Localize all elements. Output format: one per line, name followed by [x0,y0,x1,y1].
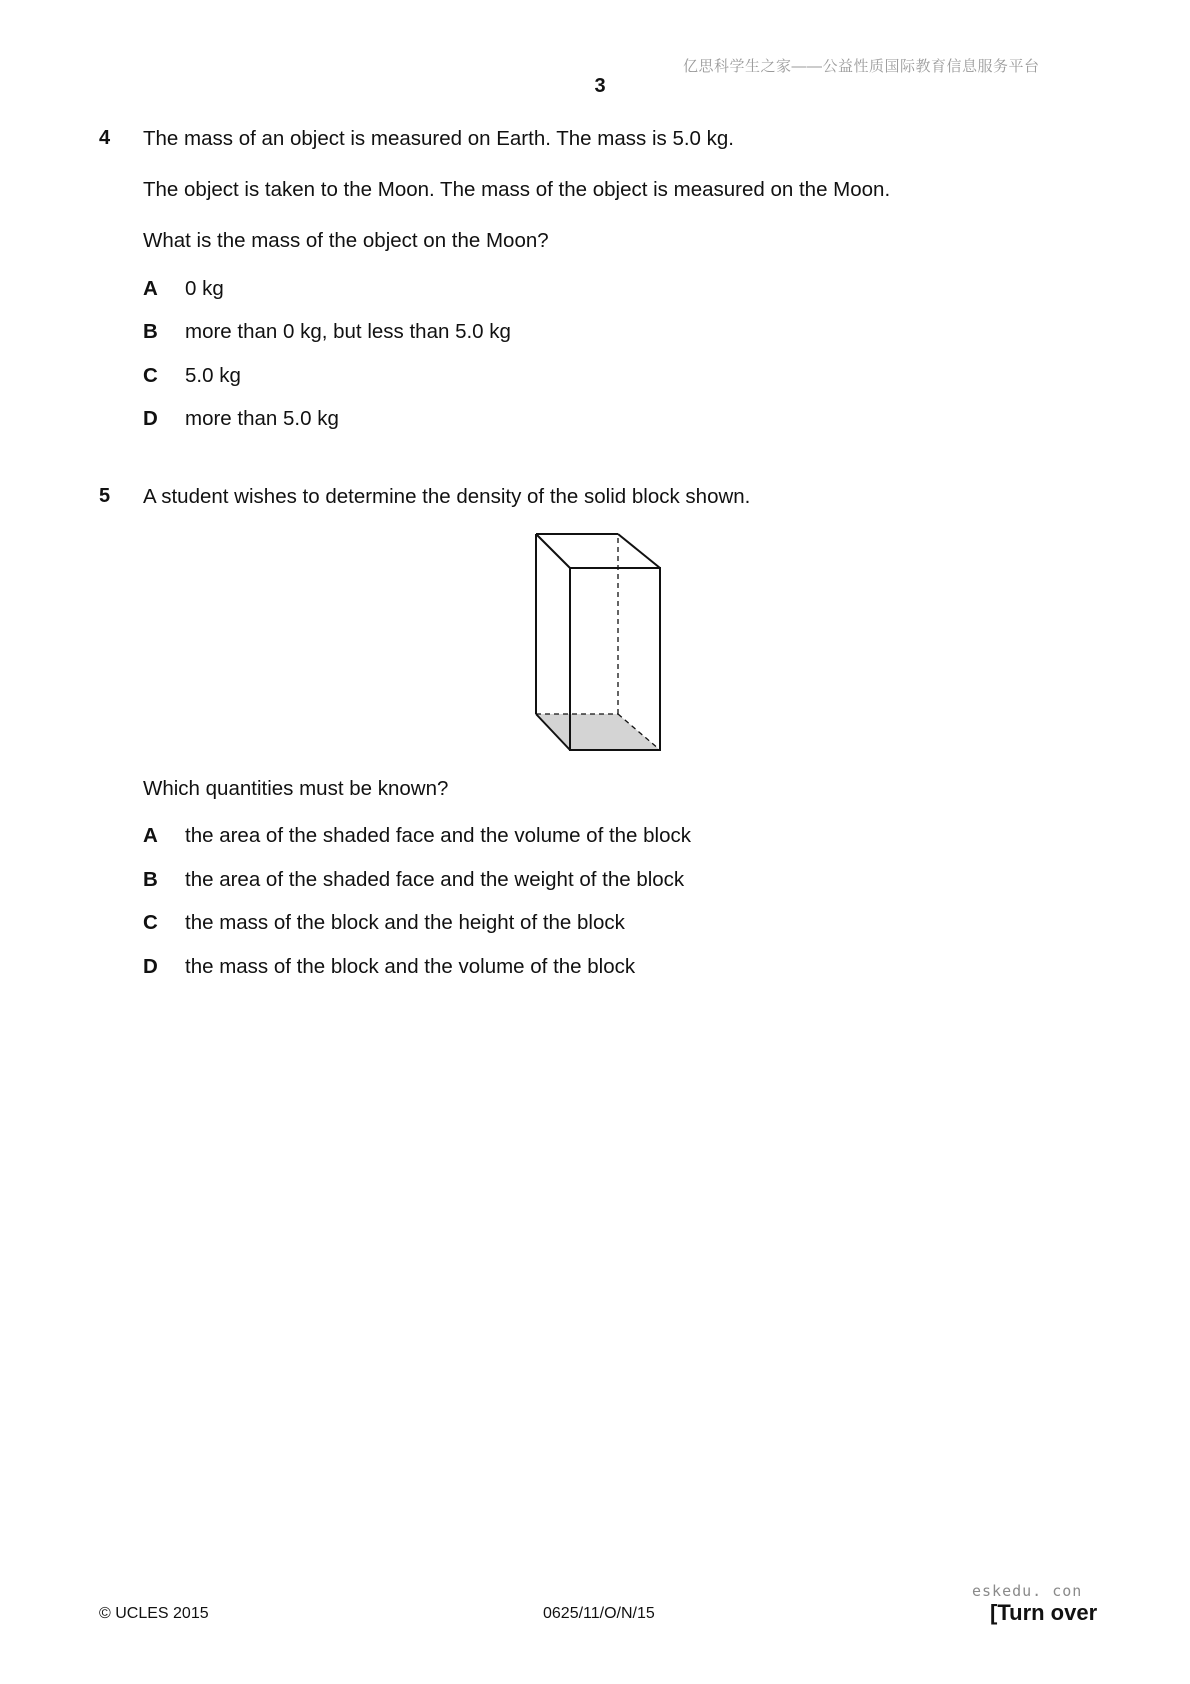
page-number: 3 [594,75,606,97]
q5-option-a-text: the area of the shaded face and the volume of the block [185,824,692,847]
question-4-number: 4 [99,127,111,149]
paper-code: 0625/11/O/N/15 [543,1605,655,1622]
q5-option-a-letter: A [143,824,158,847]
q5-option-c-letter: C [143,911,158,934]
copyright-text: © UCLES 2015 [99,1605,209,1622]
q4-option-c-text: 5.0 kg [185,364,241,387]
q4-option-a-text: 0 kg [185,277,224,300]
question-5-number: 5 [99,485,111,507]
site-watermark: eskedu. con [972,1582,1083,1600]
q5-option-b-text: the area of the shaded face and the weight of the block [185,868,685,891]
q4-option-d-letter: D [143,407,158,430]
turn-over-label: [Turn over [990,1600,1098,1625]
question-5-intro: A student wishes to determine the density of the solid block shown. [143,485,751,508]
question-5-prompt: Which quantities must be known? [143,777,449,800]
question-4-line-1: The mass of an object is measured on Earth. The mass is 5.0 kg. [143,127,734,150]
q4-option-b-letter: B [143,320,158,343]
q5-option-c-text: the mass of the block and the height of the block [185,911,625,934]
solid-block-diagram [530,528,670,756]
q4-option-a-letter: A [143,277,158,300]
q4-option-c-letter: C [143,364,158,387]
question-4-prompt: What is the mass of the object on the Moon? [143,229,549,252]
q5-option-b-letter: B [143,868,158,891]
q5-option-d-text: the mass of the block and the volume of the block [185,955,636,978]
q4-option-d-text: more than 5.0 kg [185,407,339,430]
shaded-bottom-face [536,714,660,750]
q4-option-b-text: more than 0 kg, but less than 5.0 kg [185,320,511,343]
q5-option-d-letter: D [143,955,158,978]
watermark-text: 亿思科学生之家——公益性质国际教育信息服务平台 [683,58,1040,75]
question-4-line-2: The object is taken to the Moon. The mass of the object is measured on the Moon. [143,178,891,201]
